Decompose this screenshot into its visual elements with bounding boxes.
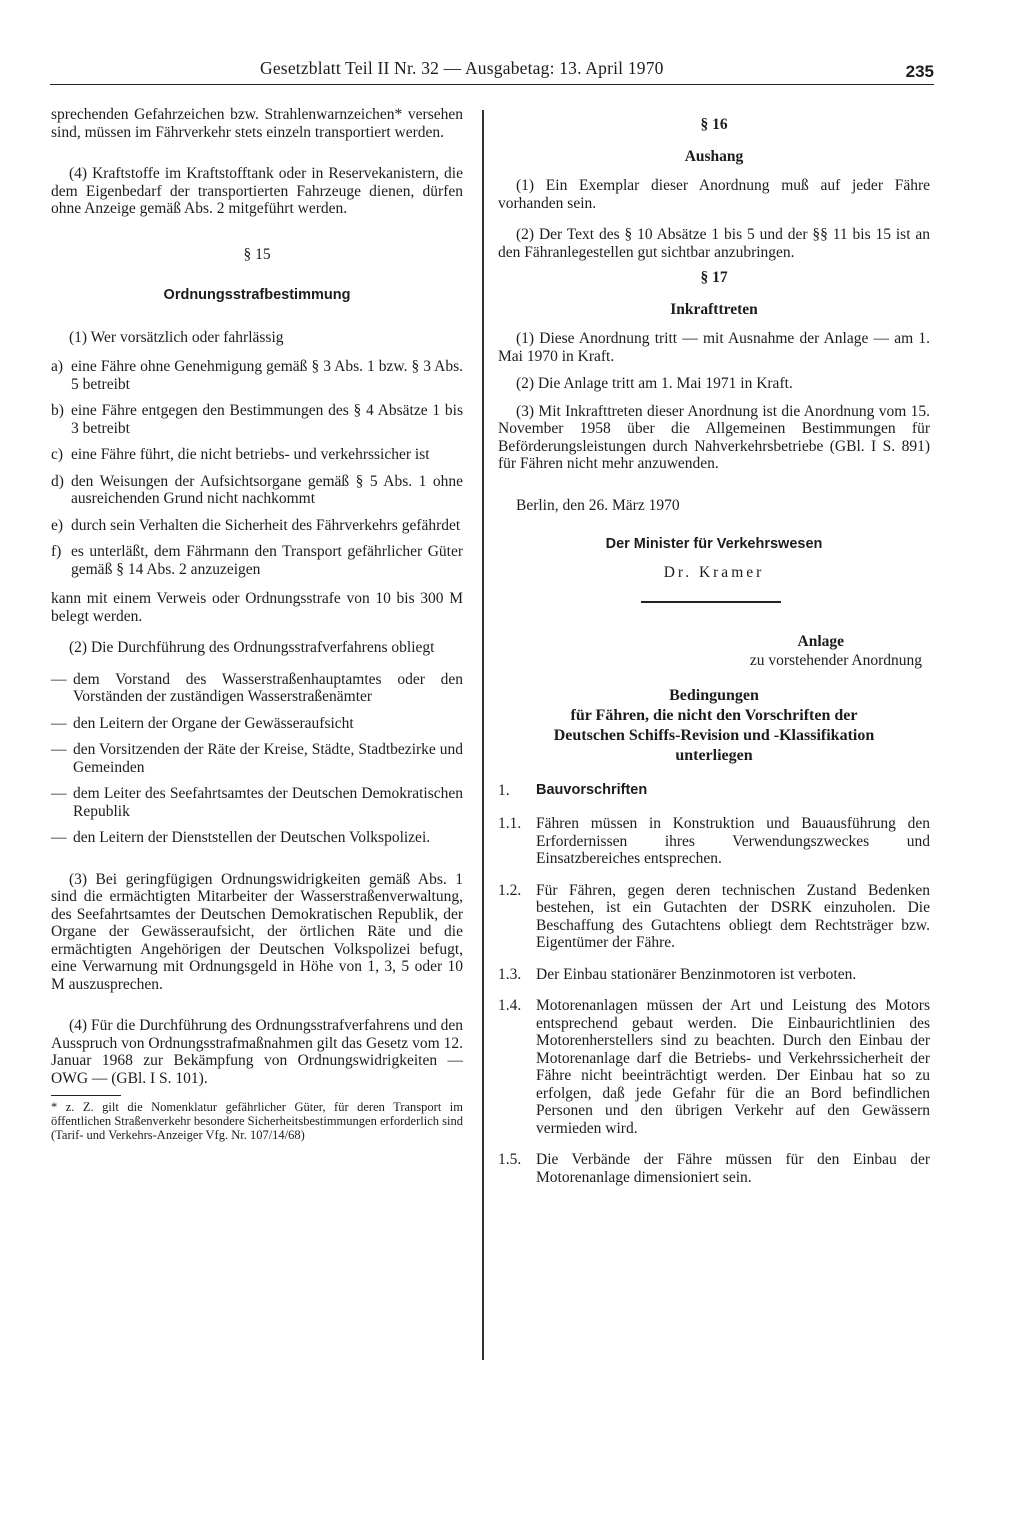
list-letter: c) bbox=[51, 446, 64, 463]
section-1-number: 1. bbox=[498, 781, 510, 799]
rule-item bbox=[498, 882, 930, 952]
section-15-penalty: kann mit einem Verweis oder Ordnungsstrafe von 10 bis 300 M belegt werden. bbox=[51, 590, 463, 625]
header-title: Gesetzblatt Teil II Nr. 32 — Ausgabetag: 13. April 1970 bbox=[260, 58, 664, 78]
dash-marker: — bbox=[51, 741, 67, 758]
rule-number: 1.4. bbox=[498, 997, 522, 1014]
offence-list bbox=[51, 358, 463, 578]
rule-number: 1.3. bbox=[498, 965, 522, 983]
rule-item bbox=[498, 997, 930, 1137]
list-text: den Leitern der Organe der Gewässeraufsicht bbox=[73, 714, 354, 732]
signer-name: Dr. Kramer bbox=[663, 563, 765, 581]
list-text: den Weisungen der Aufsichtsorgane gemäß § 5 Abs. 1 ohne ausreichenden Grund nicht nachkommt bbox=[71, 472, 463, 507]
list-letter: d) bbox=[51, 472, 64, 490]
list-item bbox=[51, 543, 463, 578]
list-text: eine Fähre entgegen den Bestimmungen des § 4 Absätze 1 bis 3 betreibt bbox=[71, 402, 463, 437]
paragraph-2-proceedings: (2) Die Durchführung des Ordnungsstrafverfahrens obliegt bbox=[69, 639, 435, 656]
list-item bbox=[51, 358, 463, 393]
conditions-title-line: unterliegen bbox=[675, 746, 753, 764]
paragraph-continued: sprechenden Gefahrzeichen bzw. Strahlenwarnzeichen* versehen sind, müssen im Fährverkehr stets einzeln transportiert werden. bbox=[51, 106, 463, 141]
column-divider bbox=[482, 110, 484, 1360]
rule-number: 1.5. bbox=[498, 1151, 522, 1168]
section-16-title: Aushang bbox=[684, 147, 744, 165]
section-16-number: § 16 bbox=[700, 116, 728, 133]
section-15-title: Ordnungsstrafbestimmung bbox=[163, 287, 351, 303]
rules-list bbox=[498, 815, 930, 1186]
left-column bbox=[51, 100, 463, 1142]
paragraph-4-fuel: (4) Kraftstoffe im Kraftstofftank oder in Reservekanistern, die dem Eigenbedarf der transportierten Fahrzeuge dienen, dürfen ohne Anzeige gemäß Abs. 2 mitgeführt werden. bbox=[51, 165, 463, 217]
rule-item bbox=[498, 1151, 930, 1186]
page-header bbox=[50, 58, 934, 85]
list-item bbox=[51, 473, 463, 508]
section-1-title: Bauvorschriften bbox=[536, 781, 648, 798]
list-item bbox=[51, 715, 463, 733]
anlage-title: Anlage bbox=[797, 632, 844, 650]
list-letter: b) bbox=[51, 402, 64, 419]
list-letter: a) bbox=[51, 358, 64, 375]
rule-text: Die Verbände der Fähre müssen für den Einbau der Motorenanlage dimensioniert sein. bbox=[536, 1151, 930, 1186]
section-16-p2: (2) Der Text des § 10 Absätze 1 bis 5 und der §§ 11 bis 15 ist an den Fähranlegestellen gut sichtbar anzubringen. bbox=[498, 226, 930, 261]
separator-line bbox=[641, 601, 781, 603]
list-text: durch sein Verhalten die Sicherheit des Fährverkehrs gefährdet bbox=[71, 516, 461, 534]
rule-text: Der Einbau stationärer Benzinmotoren ist verboten. bbox=[536, 965, 857, 983]
list-item bbox=[51, 517, 463, 535]
rule-item bbox=[498, 966, 930, 984]
list-text: den Leitern der Dienststellen der Deutschen Volkspolizei. bbox=[73, 829, 431, 846]
list-text: es unterläßt, dem Fährmann den Transport gefährlicher Güter gemäß § 14 Abs. 2 anzuzeigen bbox=[71, 543, 463, 578]
section-1-heading bbox=[498, 782, 930, 800]
section-16-p1: (1) Ein Exemplar dieser Anordnung muß auf jeder Fähre vorhanden sein. bbox=[498, 177, 930, 212]
section-15-intro: (1) Wer vorsätzlich oder fahrlässig bbox=[69, 328, 284, 346]
section-17-p2: (2) Die Anlage tritt am 1. Mai 1971 in Kraft. bbox=[516, 375, 793, 392]
rule-text: Motorenanlagen müssen der Art und Leistung des Motors entsprechend gebaut werden. Die Einbaurichtlinien des Motorenherstellers sind zu beachten. Durch den Einbau der Motorenanlage darf die Betriebs- und Verkehrssicherheit der Fähre nicht beeinträchtigt werden. Der Einbau hat so zu erfolgen, daß jede Gefahr für die an Bord befindlichen Personen und den übrigen Verkehr auf den Gewässern vermieden wird. bbox=[536, 997, 930, 1137]
list-text: eine Fähre ohne Genehmigung gemäß § 3 Abs. 1 bzw. § 3 Abs. 5 betreibt bbox=[71, 358, 463, 393]
list-text: dem Vorstand des Wasserstraßenhauptamtes oder den Vorständen der zuständigen Wasserstraßenämter bbox=[73, 670, 463, 705]
list-item bbox=[51, 829, 463, 847]
section-17-number: § 17 bbox=[700, 269, 728, 286]
conditions-title-line: Bedingungen bbox=[669, 686, 759, 704]
section-17-p1: (1) Diese Anordnung tritt — mit Ausnahme der Anlage — am 1. Mai 1970 in Kraft. bbox=[498, 330, 930, 365]
conditions-title bbox=[498, 686, 930, 766]
section-17-title: Inkrafttreten bbox=[670, 300, 758, 318]
dash-marker: — bbox=[51, 670, 67, 688]
conditions-title-line: für Fähren, die nicht den Vorschriften der bbox=[570, 706, 858, 724]
page-number: 235 bbox=[905, 62, 934, 81]
paragraph-4-owg: (4) Für die Durchführung des Ordnungsstrafverfahrens und den Ausspruch von Ordnungsstrafmaßnahmen gilt das Gesetz vom 12. Januar 1968 zur Bekämpfung von Ordnungswidrigkeiten — OWG — (GBl. I S. 101). bbox=[51, 1017, 463, 1087]
dash-marker: — bbox=[51, 714, 67, 732]
rule-text: Fähren müssen in Konstruktion und Bauausführung den Erfordernissen ihres Verwendungszweckes und Einsatzbereiches entsprechen. bbox=[536, 815, 930, 867]
conditions-title-line: Deutschen Schiffs-Revision und -Klassifikation bbox=[553, 726, 875, 744]
footnote-rule bbox=[51, 1095, 121, 1096]
list-item bbox=[51, 785, 463, 820]
list-letter: e) bbox=[51, 516, 64, 534]
list-item bbox=[51, 402, 463, 437]
list-item bbox=[51, 671, 463, 706]
rule-text: Für Fähren, gegen deren technischen Zustand Bedenken bestehen, ist ein Gutachten der DSRK einzuholen. Die Beschaffung des Gutachtens obliegt dem Rechtsträger bzw. Eigentümer der Fähre. bbox=[536, 881, 930, 951]
authority-list bbox=[51, 671, 463, 847]
paragraph-3-warnings: (3) Bei geringfügigen Ordnungswidrigkeiten gemäß Abs. 1 sind die ermächtigten Mitarbeiter der Wasserstraßenverwaltung, des Seefahrtsamtes der Deutschen Demokratischen Republik, der Organe der Gewässeraufsicht, der örtlichen Räte und die ermächtigten Angehörigen der Deutschen Volkspolizei befugt, eine Verwarnung mit Ordnungsgeld in Höhe von 1, 3, 5 oder 10 M auszusprechen. bbox=[51, 870, 463, 993]
signer-title: Der Minister für Verkehrswesen bbox=[605, 536, 823, 552]
list-text: eine Fähre führt, die nicht betriebs- und verkehrssicher ist bbox=[71, 446, 430, 463]
list-letter: f) bbox=[51, 543, 62, 560]
rule-item bbox=[498, 815, 930, 868]
list-text: den Vorsitzenden der Räte der Kreise, Städte, Stadtbezirke und Gemeinden bbox=[73, 741, 463, 776]
list-text: dem Leiter des Seefahrtsamtes der Deutschen Demokratischen Republik bbox=[73, 785, 463, 820]
right-column bbox=[498, 100, 930, 1186]
list-item bbox=[51, 741, 463, 776]
place-date: Berlin, den 26. März 1970 bbox=[516, 496, 680, 514]
rule-number: 1.1. bbox=[498, 815, 522, 832]
section-17-p3: (3) Mit Inkrafttreten dieser Anordnung ist die Anordnung vom 15. November 1958 über die Allgemeinen Bestimmungen für Beförderungsleistungen durch Nahverkehrsbetriebe (GBl. I S. 891) für Fähren nicht mehr anzuwenden. bbox=[498, 402, 930, 472]
dash-marker: — bbox=[51, 785, 67, 802]
rule-number: 1.2. bbox=[498, 881, 522, 899]
list-item bbox=[51, 446, 463, 464]
dash-marker: — bbox=[51, 829, 67, 846]
section-15-number: § 15 bbox=[243, 245, 271, 263]
anlage-subtitle: zu vorstehender Anordnung bbox=[749, 652, 922, 669]
footnote: * z. Z. gilt die Nomenklatur gefährlicher Güter, für deren Transport im öffentlichen Straßenverkehr besondere Sicherheitsbestimmungen erforderlich sind (Tarif- und Verkehrs-Anzeiger Vfg. Nr. 107/14/68) bbox=[51, 1100, 463, 1142]
